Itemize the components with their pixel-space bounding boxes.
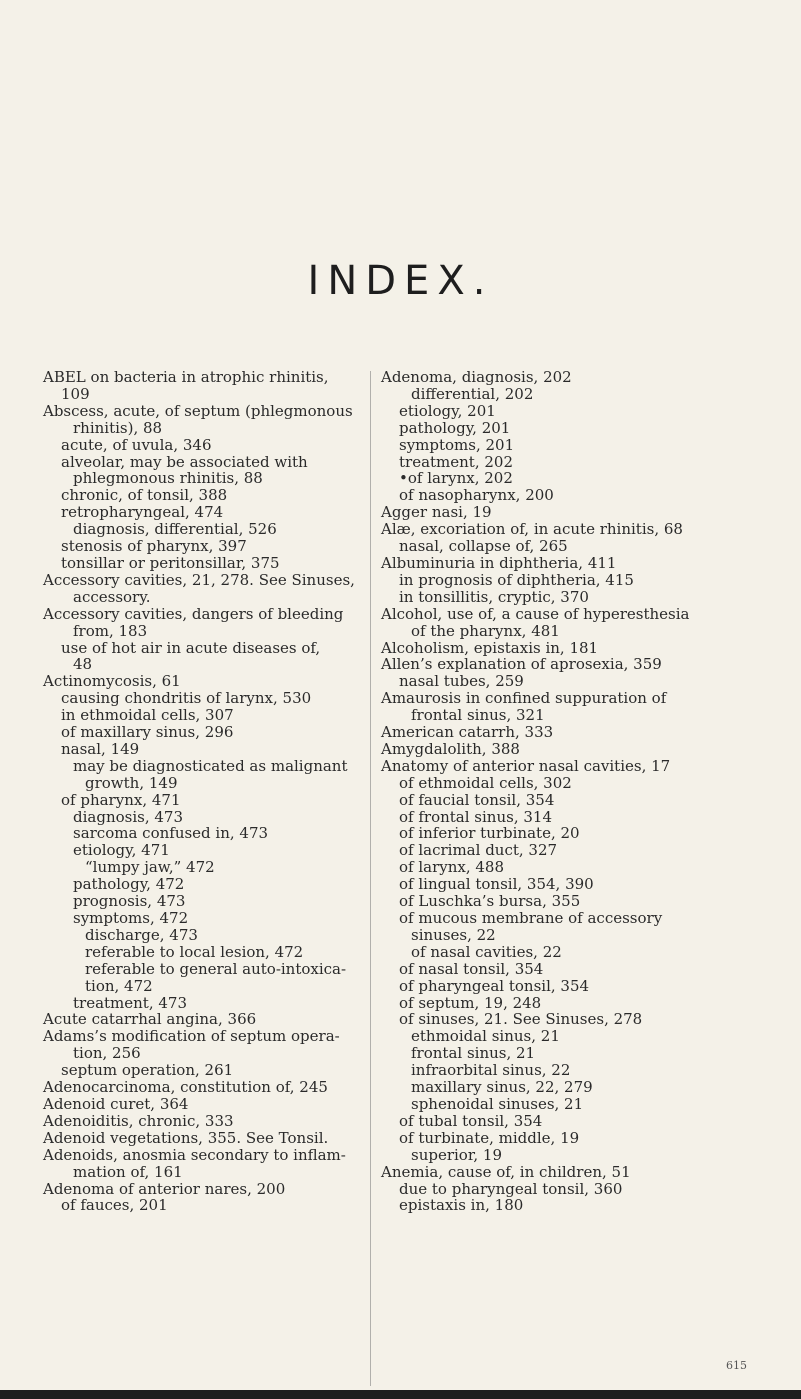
index-entry: of sinuses, 21. See Sinuses, 278: [399, 1010, 643, 1029]
index-entry: discharge, 473: [85, 925, 198, 944]
page-title: INDEX.: [307, 258, 494, 304]
index-entry: pathology, 472: [73, 875, 185, 894]
index-entry: Adams’s modification of septum opera-: [43, 1027, 340, 1046]
index-entry: etiology, 471: [73, 841, 170, 860]
index-entry: American catarrh, 333: [381, 723, 554, 742]
index-entry: chronic, of tonsil, 388: [61, 486, 228, 505]
index-entry: Alcoholism, epistaxis in, 181: [381, 638, 599, 657]
index-entry: of pharynx, 471: [61, 790, 181, 809]
index-entry: acute, of uvula, 346: [61, 435, 212, 454]
index-entry: symptoms, 201: [399, 435, 515, 454]
index-entry: referable to general auto-intoxica-: [85, 959, 347, 978]
index-entry: •of larynx, 202: [399, 469, 513, 488]
index-entry: sinuses, 22: [411, 925, 496, 944]
index-entry: of the pharynx, 481: [411, 621, 560, 640]
index-entry: of tubal tonsil, 354: [399, 1111, 543, 1130]
index-entry: of larynx, 488: [399, 858, 505, 877]
index-entry: Adenocarcinoma, constitution of, 245: [43, 1078, 328, 1097]
index-entry: etiology, 201: [399, 401, 496, 420]
index-entry: of mucous membrane of accessory: [399, 909, 663, 927]
index-entry: sarcoma confused in, 473: [73, 824, 269, 843]
index-entry: 48: [73, 655, 93, 674]
index-entry: prognosis, 473: [73, 892, 186, 911]
index-entry: accessory.: [73, 587, 151, 606]
index-entry: Accessory cavities, 21, 278. See Sinuses,: [43, 570, 355, 589]
index-entry: of Luschka’s bursa, 355: [399, 892, 581, 911]
index-entry: causing chondritis of larynx, 530: [61, 689, 312, 708]
index-column-right: [381, 369, 765, 1214]
index-entry: in tonsillitis, cryptic, 370: [399, 587, 589, 606]
index-entry: Agger nasi, 19: [381, 503, 492, 522]
index-entry: diagnosis, differential, 526: [73, 520, 277, 539]
index-entry: alveolar, may be associated with: [61, 452, 308, 471]
index-entry: diagnosis, 473: [73, 807, 183, 826]
index-entry: of ethmoidal cells, 302: [399, 773, 572, 792]
index-entry: superior, 19: [411, 1145, 502, 1164]
index-entry: Abscess, acute, of septum (phlegmonous: [43, 401, 353, 420]
index-entry: Adenoiditis, chronic, 333: [43, 1111, 234, 1130]
index-entry: 109: [61, 384, 90, 403]
index-entry: growth, 149: [85, 773, 178, 792]
page-bottom-edge: [0, 1390, 801, 1399]
index-entry: of frontal sinus, 314: [399, 807, 552, 826]
index-entry: Alæ, excoriation of, in acute rhinitis, 68: [381, 520, 683, 539]
index-entry: symptoms, 472: [73, 909, 189, 927]
index-entry: nasal, collapse of, 265: [399, 537, 568, 556]
index-entry: sphenoidal sinuses, 21: [411, 1094, 584, 1113]
index-entry: Amaurosis in confined suppuration of: [381, 689, 667, 708]
index-entry: from, 183: [73, 621, 148, 640]
index-entry: Acute catarrhal angina, 366: [43, 1010, 257, 1029]
index-entry: due to pharyngeal tonsil, 360: [399, 1179, 623, 1198]
index-entry: epistaxis in, 180: [399, 1196, 524, 1215]
index-entry: of lacrimal duct, 327: [399, 841, 558, 860]
index-entry: of nasal tonsil, 354: [399, 959, 544, 978]
index-entry: tonsillar or peritonsillar, 375: [61, 553, 280, 572]
index-entry: phlegmonous rhinitis, 88: [73, 469, 263, 488]
index-entry: Anemia, cause of, in children, 51: [381, 1162, 631, 1181]
index-entry: frontal sinus, 321: [411, 706, 545, 725]
column-divider: [370, 371, 371, 1386]
index-entry: Adenoid vegetations, 355. See Tonsil.: [43, 1128, 329, 1147]
index-entry: of inferior turbinate, 20: [399, 824, 580, 843]
index-column-left: [43, 369, 365, 1214]
index-entry: rhinitis), 88: [73, 418, 163, 437]
index-entry: tion, 256: [73, 1044, 141, 1063]
index-entry: ethmoidal sinus, 21: [411, 1027, 560, 1046]
index-entry: of nasal cavities, 22: [411, 942, 562, 961]
index-entry: Adenoid curet, 364: [43, 1094, 189, 1113]
index-entry: treatment, 473: [73, 993, 188, 1012]
index-entry: Adenoma, diagnosis, 202: [381, 368, 572, 386]
index-entry: maxillary sinus, 22, 279: [411, 1078, 593, 1097]
index-entry: treatment, 202: [399, 452, 514, 471]
index-entry: Adenoids, anosmia secondary to inflam-: [43, 1145, 346, 1164]
index-entry: frontal sinus, 21: [411, 1044, 536, 1063]
index-entry: Amygdalolith, 388: [381, 739, 520, 758]
index-entry: Accessory cavities, dangers of bleeding: [43, 604, 344, 623]
index-entry: tion, 472: [85, 976, 153, 995]
index-entry: “lumpy jaw,” 472: [85, 858, 215, 877]
index-entry: differential, 202: [411, 384, 534, 403]
index-entry: of maxillary sinus, 296: [61, 723, 234, 742]
index-entry: of faucial tonsil, 354: [399, 790, 555, 809]
index-entry: Albuminuria in diphtheria, 411: [381, 553, 617, 572]
page-number: 615: [726, 1359, 747, 1372]
index-entry: Adenoma of anterior nares, 200: [43, 1179, 286, 1198]
index-entry: of fauces, 201: [61, 1196, 168, 1215]
index-entry: Allen’s explanation of aprosexia, 359: [381, 655, 662, 674]
index-entry: in prognosis of diphtheria, 415: [399, 570, 634, 589]
index-entry: of turbinate, middle, 19: [399, 1128, 580, 1147]
index-entry: ABEL on bacteria in atrophic rhinitis,: [43, 368, 329, 386]
index-entry: infraorbital sinus, 22: [411, 1061, 571, 1080]
index-entry: of nasopharynx, 200: [399, 486, 554, 505]
index-entry: in ethmoidal cells, 307: [61, 706, 234, 725]
index-entry: of pharyngeal tonsil, 354: [399, 976, 590, 995]
index-entry: nasal tubes, 259: [399, 672, 524, 691]
index-entry: may be diagnosticated as malignant: [73, 756, 348, 775]
index-entry: retropharyngeal, 474: [61, 503, 224, 522]
index-entry: Alcohol, use of, a cause of hyperesthesia: [381, 604, 690, 623]
index-entry: use of hot air in acute diseases of,: [61, 638, 321, 657]
index-entry: referable to local lesion, 472: [85, 942, 304, 961]
index-entry: of lingual tonsil, 354, 390: [399, 875, 594, 894]
index-entry: septum operation, 261: [61, 1061, 234, 1080]
index-entry: mation of, 161: [73, 1162, 183, 1181]
index-entry: Anatomy of anterior nasal cavities, 17: [381, 756, 671, 775]
index-entry: pathology, 201: [399, 418, 511, 437]
index-entry: Actinomycosis, 61: [43, 672, 181, 691]
index-entry: of septum, 19, 248: [399, 993, 542, 1012]
index-entry: nasal, 149: [61, 739, 140, 758]
index-entry: stenosis of pharynx, 397: [61, 537, 247, 556]
